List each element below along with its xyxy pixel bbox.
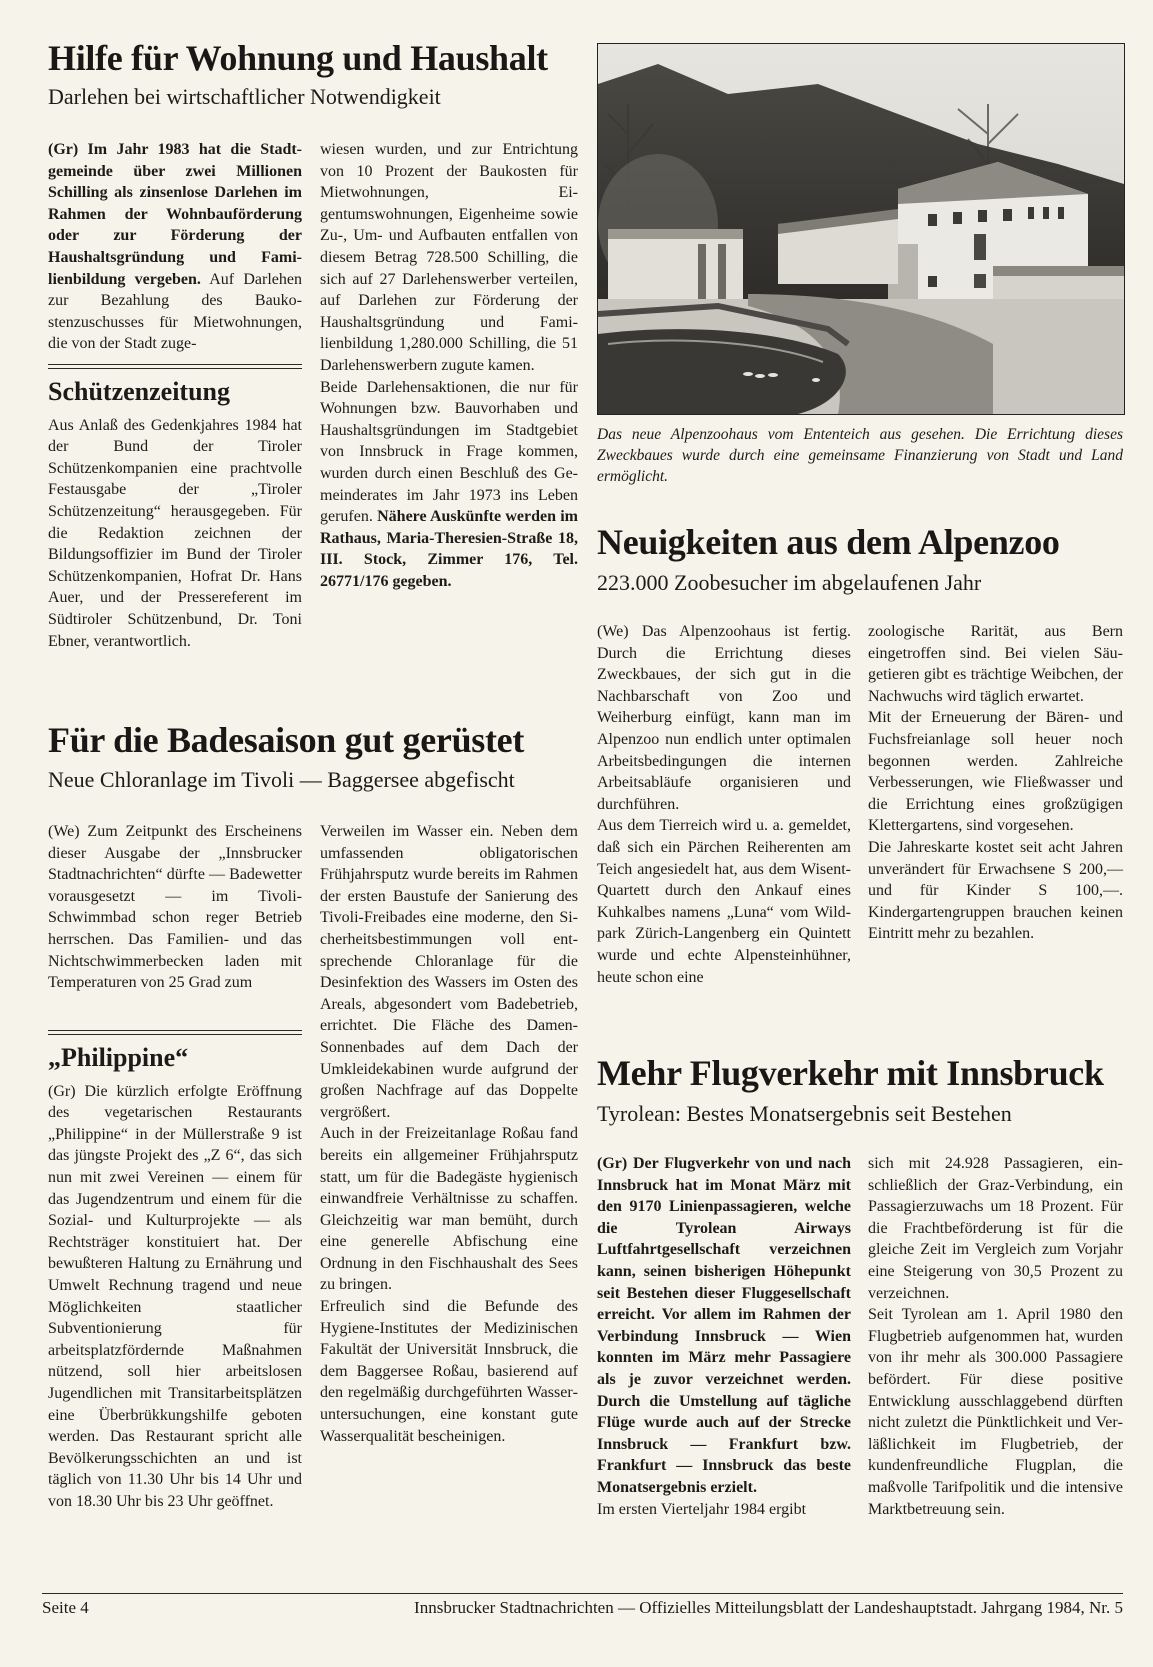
subtitle-flugverkehr: Tyrolean: Bestes Monatsergebnis seit Bestehen: [597, 1101, 1012, 1126]
bad-paragraph-2: Verweilen im Wasser ein. Neben dem umfassenden obligatorischen Frühjahrsputz wurde bereits im Rahmen der ersten Baustufe der Sanierung des Tivoli-Freibades eine moderne, den Sicherheitsbestimmungen voll entsprechende Chloranlage für die Desinfektion des Wassers im Osten des Areals, abgesondert vom Badebetrieb, errichtet. Die Fläche des Damen-Sonnenbades auf dem Dach der Umkleidekabinen wurde aufgrund der großen Nachfrage auf das Doppelte vergrößert.: [320, 823, 578, 1121]
headline-wohnung: Hilfe für Wohnung und Haushalt: [48, 38, 548, 78]
footer-rule: [42, 1593, 1123, 1594]
bad-paragraph: (We) Zum Zeitpunkt des Erscheinens dieser Ausgabe der „Innsbrucker Stadtnachrichten“ dürfte — Badewetter vorausgesetzt — im Tivoli-Schwimmbad schon reger Betrieb herrschen. Das Familien- und das Nichtschwimmerbecken laden mit Temperaturen von 25 Grad zum: [48, 823, 302, 992]
bad-column-1: [48, 821, 302, 994]
wohnung-column-2: [320, 139, 578, 592]
wohnung-column-1: [48, 139, 302, 355]
divider-rule: [48, 364, 302, 369]
alpenzoo-photo: [597, 43, 1125, 415]
flug-column-2: [868, 1153, 1123, 1520]
headline-flugverkehr: Mehr Flugverkehr mit Innsbruck: [597, 1053, 1104, 1093]
wohnung-lead: (Gr) Im Jahr 1983 hat die Stadtgemeinde über zwei Millionen Schilling als zinsenlose Darlehen im Rahmen der Wohnbauförderung oder zur Förderung der Haushaltsgründung und Familienbildung vergeben.: [48, 141, 302, 288]
bad-paragraph-4: Erfreulich sind die Befunde des Hygiene-Institutes der Medizinischen Fakultät der Universität Innsbruck, die dem Baggersee Roßau, basierend auf den regelmäßig durchgeführten Wasseruntersuchungen, eine konstant gute Wasserqualität bescheinigen.: [320, 1298, 578, 1445]
philippine-article: [48, 1044, 302, 1512]
headline-schuetzenzeitung: Schützenzeitung: [48, 377, 230, 406]
wohnung-contact-info: Nähere Auskünfte werden im Rathaus, Maria-Theresien-Straße 18, III. Stock, Zimmer 176, Tel. 26771/176 gegeben.: [320, 508, 578, 590]
bad-column-2: [320, 821, 578, 1447]
bad-paragraph-3: Auch in der Freizeitanlage Roßau fand bereits ein allgemeiner Frühjahrsputz statt, um für die Badegäste hygienisch einwandfreie Verhältnisse zu schaffen. Gleichzeitig war man bemüht, durch eine generelle Abfischung eine Ordnung in den Fischhaushalt des Sees zu bringen.: [320, 1125, 578, 1294]
flug-paragraph: Im ersten Vierteljahr 1984 ergibt: [597, 1500, 807, 1518]
schuetzen-article: [48, 378, 302, 652]
headline-alpenzoo: Neuigkeiten aus dem Alpenzoo: [597, 522, 1060, 562]
headline-badesaison: Für die Badesaison gut gerüstet: [48, 720, 525, 760]
alpenzoo-building-illustration: [598, 44, 1124, 414]
schuetzen-text: Aus Anlaß des Gedenkjahres 1984 hat der Bund der Tiroler Schützenkompanien eine prachtvolle Festausgabe der „Tiroler Schützenzeitung“ herausgegeben. Für die Redaktion zeichnen der Bildungsoffizier im Bund der Tiroler Schützenkompanien, Hofrat Dr. Hans Auer, und der Pressereferent im Südtiroler Schützenbund, Dr. Toni Ebner, verantwortlich.: [48, 416, 302, 650]
photo-caption: Das neue Alpenzoohaus vom Ententeich aus gesehen. Die Errichtung dieses Zweckbaues wurde durch eine gemeinsame Finanzierung von Stadt und Land ermöglicht.: [597, 426, 1123, 485]
subtitle-alpenzoo: 223.000 Zoobesucher im abgelaufenen Jahr: [597, 570, 982, 595]
alpenzoo-column-1: [597, 621, 851, 988]
headline-philippine: „Philippine“: [48, 1043, 189, 1072]
flug-column-1: [597, 1153, 851, 1520]
alpenzoo-column-2: [868, 621, 1123, 945]
subtitle-badesaison: Neue Chloranlage im Tivoli — Baggersee abgefischt: [48, 767, 515, 792]
alpenzoo-paragraph-5: Die Jahreskarte kostet seit acht Jahren unverändert für Erwachsene S 200,— und für Kinder S 100,—. Kindergartengruppen brauchen keinen Eintritt mehr zu bezahlen.: [868, 838, 1123, 943]
alpenzoo-paragraph-3: zoologische Rarität, aus Bern eingetroffen sind. Bei vielen Säugetieren gibt es trächtige Weibchen, der Nachwuchs wird täglich erwartet.: [868, 623, 1123, 705]
divider-rule-2: [48, 1030, 302, 1035]
flug-lead: (Gr) Der Flugverkehr von und nach Innsbruck hat im Monat März mit den 9170 Linienpassagieren, welche die Tyrolean Airways Luftfahrtgesellschaft verzeichnen kann, seinen bisherigen Höhepunkt seit Bestehen dieser Fluggesellschaft erreicht. Vor allem im Rahmen der Verbindung Innsbruck — Wien konnten im März mehr Passagiere als je zuvor verzeichnet werden. Durch die Umstellung auf tägliche Flüge wurde auch auf der Strecke Innsbruck — Frankfurt bzw. Frankfurt — Innsbruck das beste Monatsergebnis erzielt.: [597, 1155, 851, 1496]
wohnung-paragraph-2: Beide Darlehensaktionen, die nur für Wohnungen bzw. Bauvorhaben und Haushaltsgründungen im Stadtgebiet von Innsbruck in Frage kommen, wurden durch einen Beschluß des Gemeinderates im Jahr 1973 ins Leben gerufen.: [320, 378, 578, 526]
wohnung-text-1: Auf Darlehen zur Bezahlung des Baukostenzuschusses für Mietwohnungen, die von der Stadt zuge-: [48, 270, 302, 353]
page-number: Seite 4: [42, 1598, 89, 1617]
publication-line: Innsbrucker Stadtnachrichten — Offizielles Mitteilungsblatt der Landeshauptstadt. Jahrgang 1984, Nr. 5: [414, 1598, 1123, 1617]
alpenzoo-paragraph-2: Aus dem Tierreich wird u. a. gemeldet, daß sich ein Pärchen Reiherenten am Teich angesiedelt hat, aus dem Wisent-Quartett durch den Ankauf eines Kuhkalbes namens „Luna“ vom Wildpark Zürich-Langenberg ein Quintett wurde und echte Alpensteinhühner, heute schon eine: [597, 817, 851, 986]
wohnung-paragraph: wiesen wurden, und zur Entrichtung von 10 Prozent der Baukosten für Mietwohnungen, Eigentumswohnungen, Eigenheime sowie Zu-, Um- und Aufbauten entfallen von diesem Betrag 728.500 Schilling, die sich auf 27 Darlehenswerber verteilen, auf Darlehen zur Förderung der Haushaltsgründung und Familienbildung 1,280.000 Schilling, die 51 Darlehenswerbern zugute kamen.: [320, 141, 578, 374]
flug-paragraph-3: Seit Tyrolean am 1. April 1980 den Flugbetrieb aufgenommen hat, wurden von ihr mehr als 300.000 Passagiere befördert. Für diese positive Entwicklung ausschlaggebend dürften nicht zuletzt die Pünktlichkeit und Verläßlichkeit im Flugbetrieb, der kundenfreundliche Flugplan, die maßvolle Tarifpolitik und die intensive Marktbetreuung sein.: [868, 1306, 1123, 1518]
alpenzoo-paragraph-4: Mit der Erneuerung der Bären- und Fuchsfreianlage soll heuer noch begonnen werden. Zahlreiche Verbesserungen, wie Fließwasser und die Errichtung eines großzügigen Klettergartens, sind vorgesehen.: [868, 709, 1123, 835]
flug-paragraph-2: sich mit 24.928 Passagieren, einschließlich der Graz-Verbindung, ein Passagierzuwachs um 18 Prozent. Für die Frachtbeförderung ist für die gleiche Zeit im Vergleich zum Vorjahr eine Steigerung von 30,5 Prozent zu verzeichnen.: [868, 1155, 1123, 1302]
philippine-text: (Gr) Die kürzlich erfolgte Eröffnung des vegetarischen Restaurants „Philippine“ in der Müllerstraße 9 ist das jüngste Projekt des „Z 6“, das sich nun mit zwei Vereinen — einem für das Jugendzentrum und einem für die Sozial- und Kulturprojekte — als Rechtsträger konstituiert hat. Der bewußteren Haltung zu Ernährung und Umwelt Rechnung tragend und neue Möglichkeiten staatlicher Subventionierung für arbeitsplatzfördernde Maßnahmen nützend, soll hier arbeitslosen Jugendlichen mit Transitarbeitsplätzen eine Überbrükkungshilfe geboten werden. Das Restaurant spricht alle Bevölkerungsschichten an und ist täglich von 11.30 Uhr bis 14 Uhr und von 18.30 Uhr bis 23 Uhr geöffnet.: [48, 1082, 302, 1510]
subtitle-wohnung: Darlehen bei wirtschaftlicher Notwendigkeit: [48, 84, 441, 109]
alpenzoo-paragraph: (We) Das Alpenzoohaus ist fertig. Durch die Errichtung dieses Zweckbaues, der sich gut in die Nachbarschaft von Zoo und Weiherburg einfügt, kann man im Alpenzoo nun endlich unter optimalen Arbeitsbedingungen die internen Arbeitsabläufe organisieren und durchführen.: [597, 623, 851, 813]
